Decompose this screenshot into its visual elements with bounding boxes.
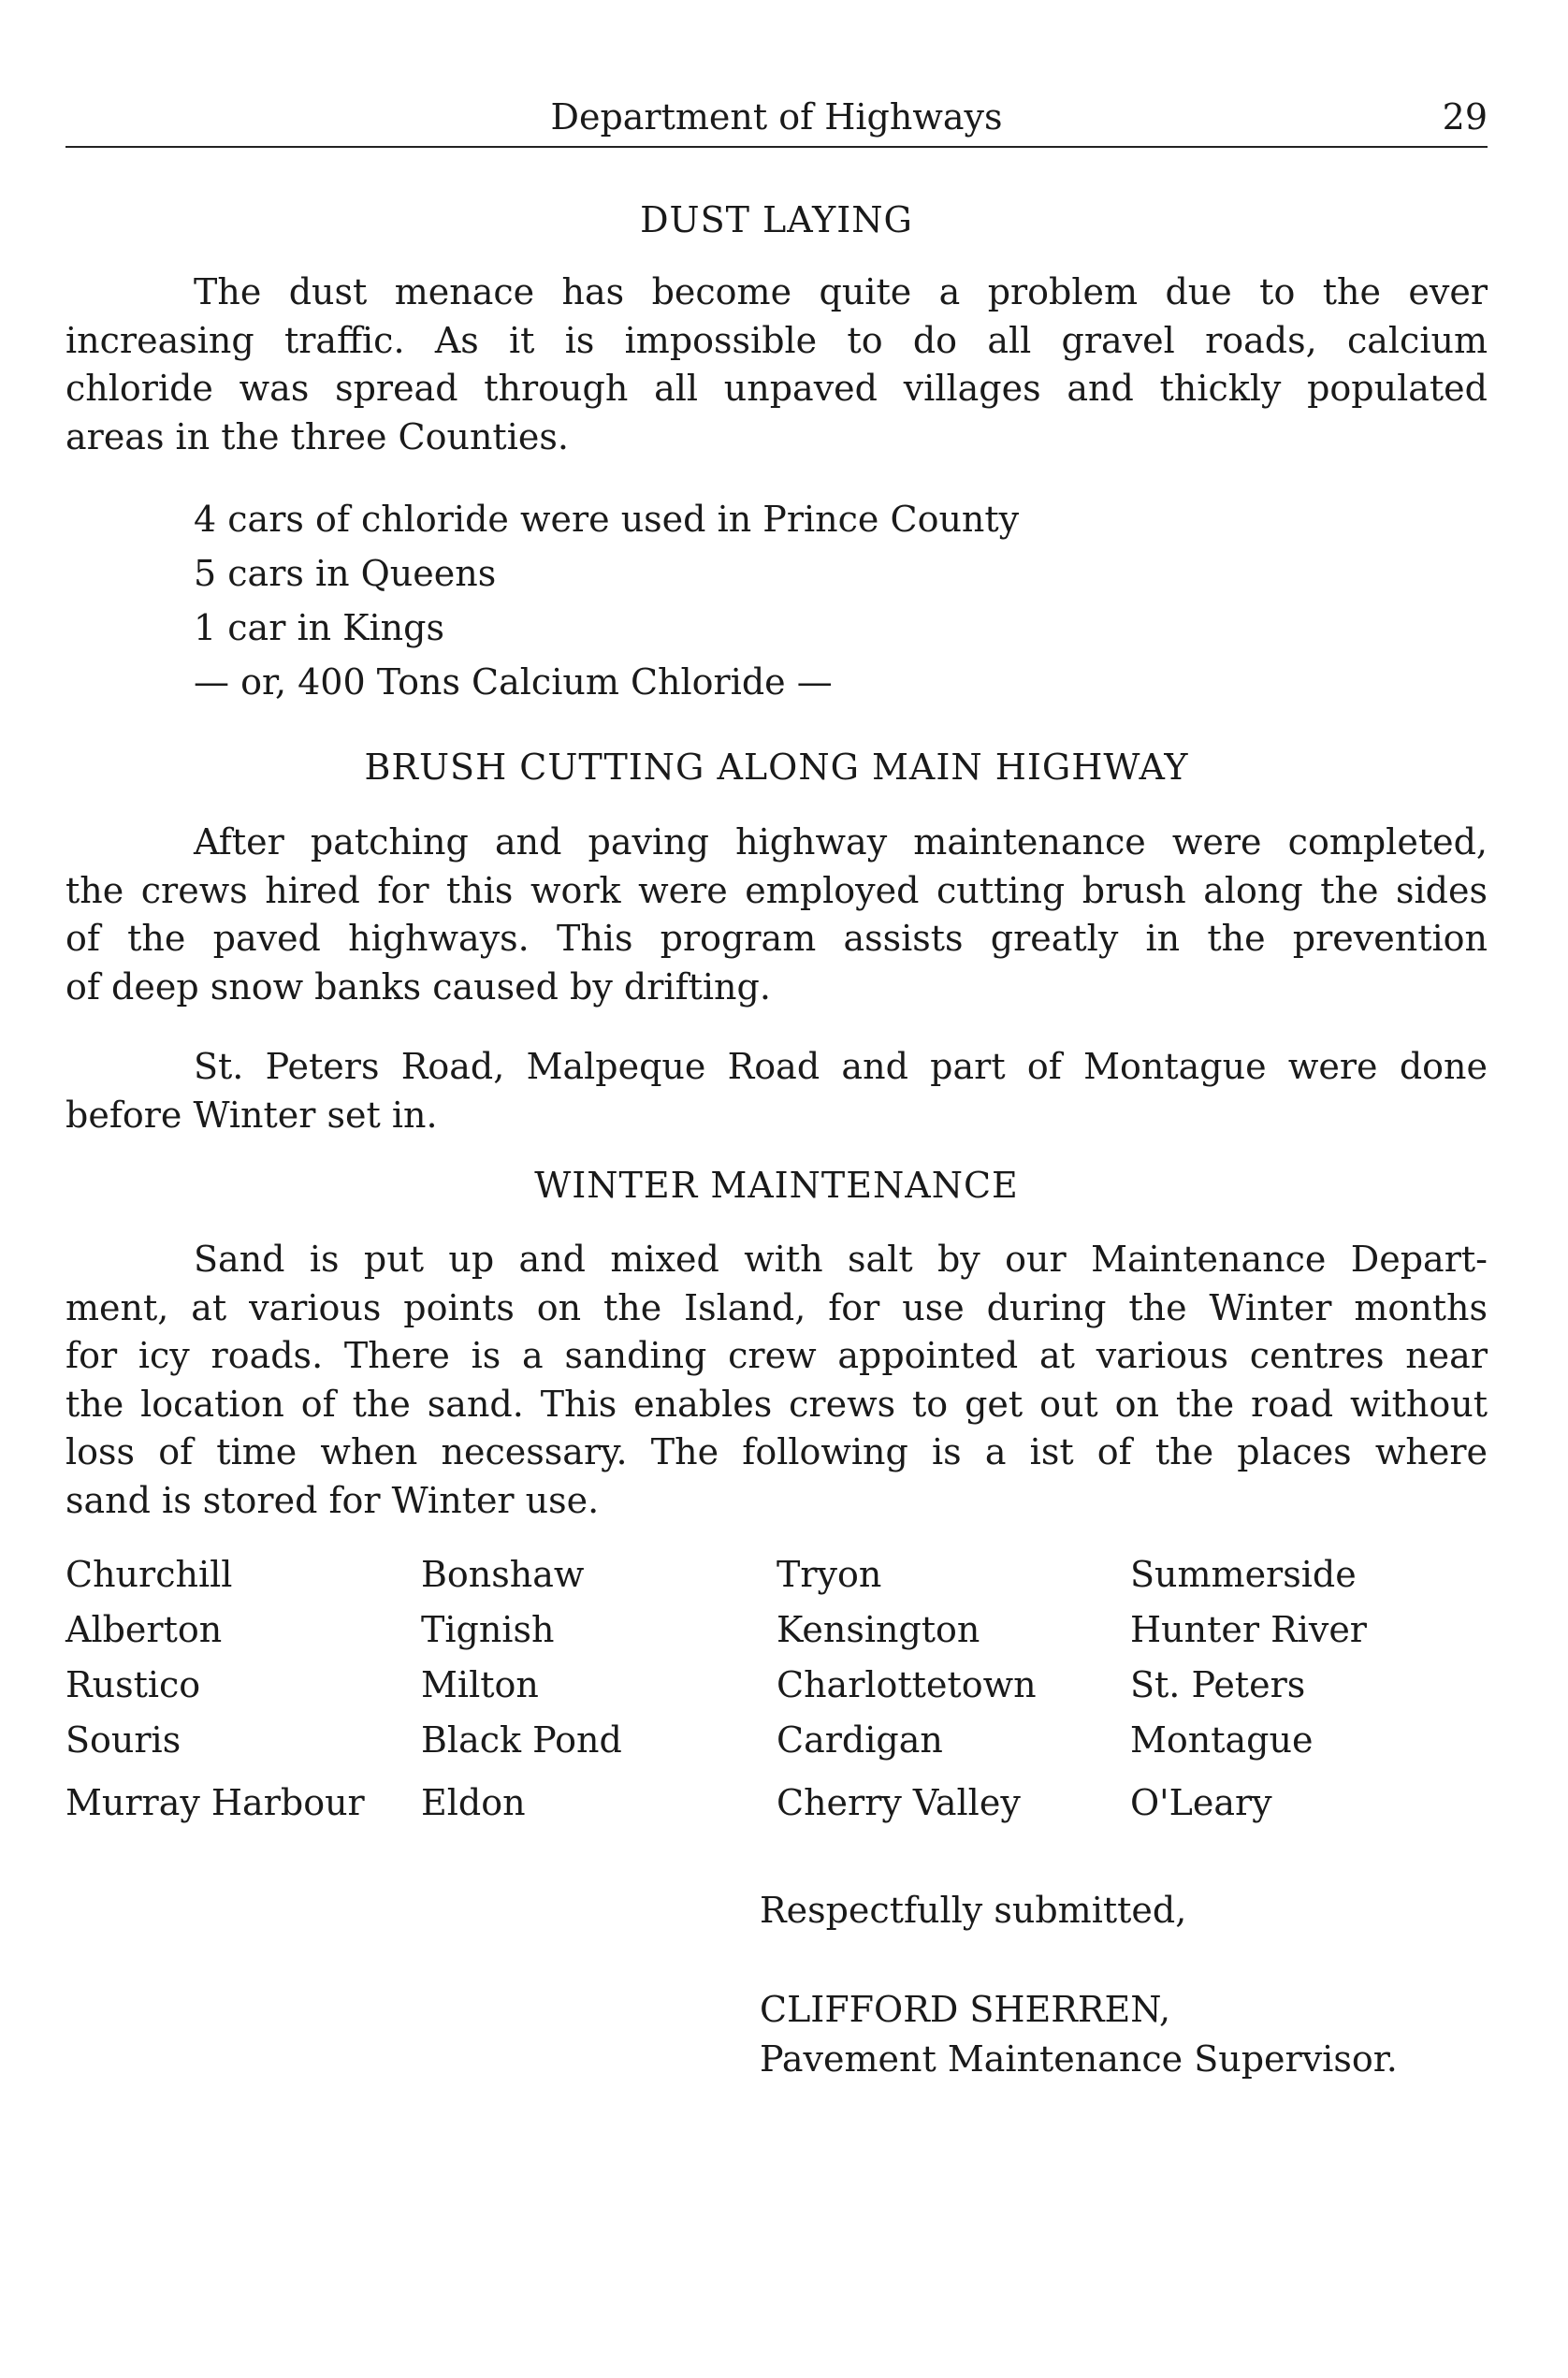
paragraph-line: the location of the sand. This enables crews to get out on the road without: [65, 1383, 1488, 1425]
paragraph-line: The dust menace has become quite a problem due to the ever: [194, 271, 1488, 312]
list-item: 5 cars in Queens: [194, 553, 497, 594]
paragraph-line: ment, at various points on the Island, for use during the Winter months: [65, 1286, 1488, 1328]
paragraph-line: After patching and paving highway maintenance were completed,: [194, 821, 1488, 863]
paragraph-line: St. Peters Road, Malpeque Road and part of Montague were done: [194, 1046, 1488, 1087]
paragraph-line: before Winter set in.: [65, 1094, 438, 1136]
places-row: [65, 1551, 1488, 1606]
header-title: Department of Highways: [550, 96, 1003, 138]
place-name: Black Pond: [421, 1719, 622, 1761]
paragraph-line: chloride was spread through all unpaved villages and thickly populated: [65, 368, 1488, 409]
place-name: Kensington: [777, 1609, 980, 1650]
heading-winter-maintenance: WINTER MAINTENANCE: [534, 1165, 1019, 1206]
list-item: 4 cars of chloride were used in Prince County: [194, 499, 1020, 540]
list-item: — or, 400 Tons Calcium Chloride —: [194, 661, 833, 703]
winter-maintenance-paragraph: [65, 1236, 1488, 1525]
paragraph-line: the crews hired for this work were employed cutting brush along the sides: [65, 869, 1488, 911]
page-number: 29: [1442, 96, 1488, 138]
place-name: Summerside: [1130, 1554, 1357, 1595]
paragraph-line: Sand is put up and mixed with salt by our Maintenance Depart-: [194, 1239, 1488, 1280]
list-item: 1 car in Kings: [194, 607, 444, 648]
place-name: Tryon: [777, 1554, 882, 1595]
chloride-usage-list: [194, 492, 1410, 709]
places-row: [65, 1779, 1488, 1834]
places-row: [65, 1661, 1488, 1717]
place-name: Charlottetown: [777, 1664, 1037, 1705]
place-name: Eldon: [421, 1782, 526, 1823]
place-name: Cherry Valley: [777, 1782, 1021, 1823]
heading-brush-cutting: BRUSH CUTTING ALONG MAIN HIGHWAY: [364, 747, 1189, 788]
place-name: Murray Harbour: [65, 1782, 365, 1823]
signatory-name: CLIFFORD SHERREN,: [760, 1989, 1171, 2030]
paragraph-line: for icy roads. There is a sanding crew appointed at various centres near: [65, 1335, 1488, 1376]
places-row: [65, 1717, 1488, 1772]
heading-dust-laying: DUST LAYING: [640, 199, 913, 240]
paragraph-line: areas in the three Counties.: [65, 415, 569, 457]
place-name: O'Leary: [1130, 1782, 1272, 1823]
signatory-title: Pavement Maintenance Supervisor.: [760, 2038, 1398, 2080]
place-name: St. Peters: [1130, 1664, 1306, 1705]
sand-storage-places: [65, 1551, 1488, 1834]
running-header: [65, 94, 1488, 148]
place-name: Hunter River: [1130, 1609, 1367, 1650]
place-name: Souris: [65, 1719, 181, 1761]
place-name: Alberton: [65, 1609, 223, 1650]
closing-salutation: Respectfully submitted,: [760, 1890, 1187, 1931]
paragraph-line: of deep snow banks caused by drifting.: [65, 965, 771, 1008]
brush-cutting-paragraph-1: [65, 819, 1488, 1011]
place-name: Rustico: [65, 1664, 201, 1705]
paragraph-line: loss of time when necessary. The following is a ist of the places where: [65, 1431, 1488, 1472]
paragraph-line: increasing traffic. As it is impossible to do all gravel roads, calcium: [65, 319, 1488, 361]
place-name: Milton: [421, 1664, 539, 1705]
place-name: Tignish: [421, 1609, 555, 1650]
place-name: Montague: [1130, 1719, 1314, 1761]
paragraph-line: of the paved highways. This program assists greatly in the prevention: [65, 918, 1488, 959]
place-name: Bonshaw: [421, 1554, 585, 1595]
dust-laying-paragraph: [65, 268, 1488, 461]
place-name: Cardigan: [777, 1719, 943, 1761]
place-name: Churchill: [65, 1554, 233, 1595]
brush-cutting-paragraph-2: [65, 1043, 1488, 1139]
places-row: [65, 1606, 1488, 1661]
paragraph-line: sand is stored for Winter use.: [65, 1479, 600, 1521]
